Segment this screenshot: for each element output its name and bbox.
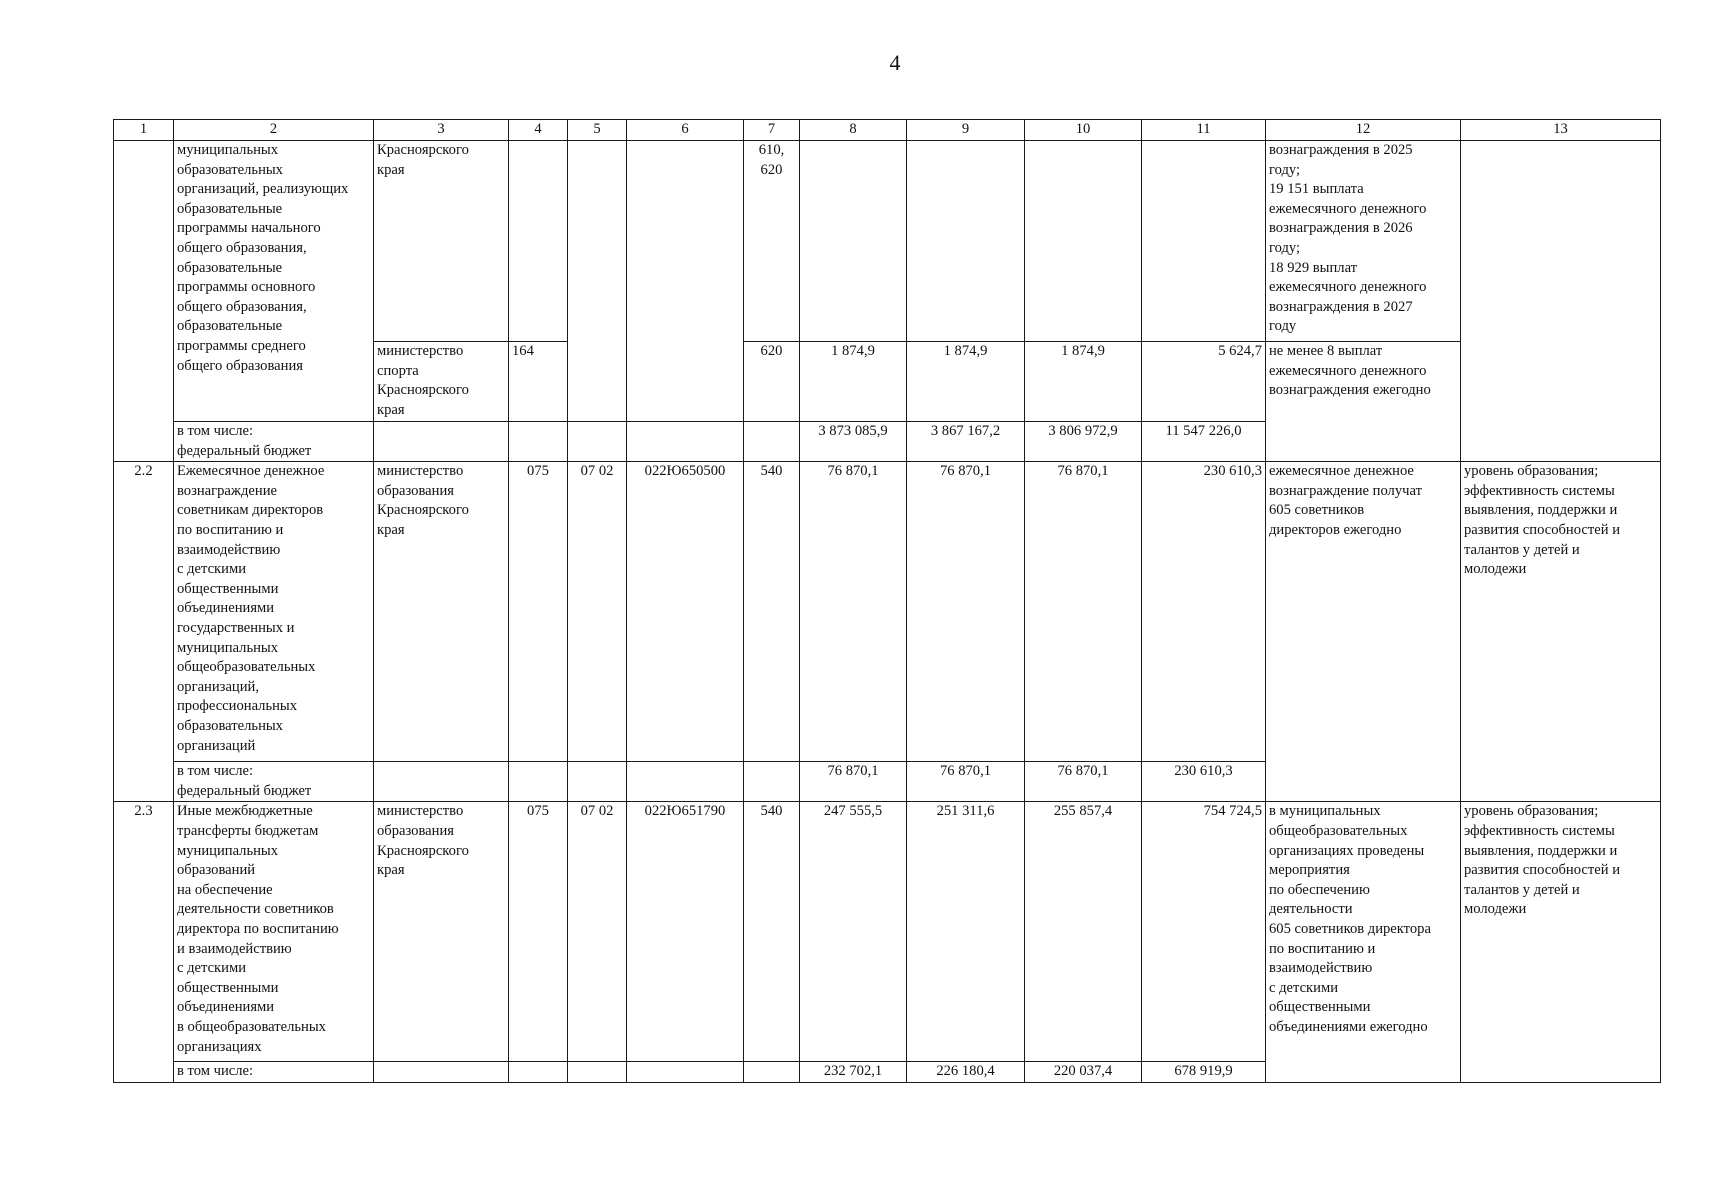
row-2-3-grbs: 075 — [509, 802, 568, 1062]
row-2-3-index: 2.3 — [114, 802, 174, 1083]
header-col-3: 3 — [374, 120, 509, 141]
row-2-2-sub-2025: 76 870,1 — [800, 762, 907, 802]
cont-c6 — [627, 141, 744, 422]
cont-sub-total: 11 547 226,0 — [1142, 422, 1266, 462]
header-col-13: 13 — [1461, 120, 1661, 141]
row-2-2-description: Ежемесячное денежное вознаграждение советникам директоров по воспитанию и взаимодействию с детскими общественными объединениями государственных и муниципальных общеобразовательных организаций, профессиональных образовательных организаций — [174, 462, 374, 762]
cont-c4a — [509, 141, 568, 342]
header-col-5: 5 — [568, 120, 627, 141]
row-2-2-target-code: 022Ю650500 — [627, 462, 744, 762]
row-2-2-subtotal-label: в том числе: федеральный бюджет — [174, 762, 374, 802]
row-2-2-sub-c7 — [744, 762, 800, 802]
row-2-2-sub-c3 — [374, 762, 509, 802]
row-2-2-2026: 76 870,1 — [907, 462, 1025, 762]
row-2-3-sub-total: 678 919,9 — [1142, 1062, 1266, 1083]
cont-c8a — [800, 141, 907, 342]
cont-sub-c3 — [374, 422, 509, 462]
cont-total-b: 5 624,7 — [1142, 342, 1266, 422]
table-row — [114, 462, 1661, 762]
row-2-2-2027: 76 870,1 — [1025, 462, 1142, 762]
cont-sub-c6 — [627, 422, 744, 462]
header-row — [114, 120, 1661, 141]
cont-c13 — [1461, 141, 1661, 462]
row-2-2-sub-c4 — [509, 762, 568, 802]
row-2-2-result: ежемесячное денежное вознаграждение получат 605 советников директоров ежегодно — [1266, 462, 1461, 802]
row-2-3-executor: министерство образования Красноярского края — [374, 802, 509, 1062]
header-col-1: 1 — [114, 120, 174, 141]
row-2-2-expense-type: 540 — [744, 462, 800, 762]
row-2-3-section: 07 02 — [568, 802, 627, 1062]
cont-result-b: не менее 8 выплат ежемесячного денежного вознаграждения ежегодно — [1266, 342, 1461, 462]
cont-c5 — [568, 141, 627, 422]
cont-expense-type-b: 620 — [744, 342, 800, 422]
row-2-2-sub-c5 — [568, 762, 627, 802]
row-2-3-subtotal-label: в том числе: — [174, 1062, 374, 1083]
header-col-7: 7 — [744, 120, 800, 141]
row-2-2-sub-2026: 76 870,1 — [907, 762, 1025, 802]
row-2-2-indicator: уровень образования; эффективность системы выявления, поддержки и развития способностей и талантов у детей и молодежи — [1461, 462, 1661, 802]
program-table — [113, 119, 1661, 1083]
header-col-2: 2 — [174, 120, 374, 141]
row-2-2-sub-c6 — [627, 762, 744, 802]
cont-expense-type-a: 610, 620 — [744, 141, 800, 342]
cont-sub-c4 — [509, 422, 568, 462]
header-col-9: 9 — [907, 120, 1025, 141]
row-2-2-2025: 76 870,1 — [800, 462, 907, 762]
cont-sub-2025: 3 873 085,9 — [800, 422, 907, 462]
cont-sub-c7 — [744, 422, 800, 462]
table-row — [114, 141, 1661, 342]
row-2-3-sub-2027: 220 037,4 — [1025, 1062, 1142, 1083]
cont-result-a: вознаграждения в 2025 году; 19 151 выплата ежемесячного денежного вознаграждения в 2026 году; 18 929 выплат ежемесячного денежного вознаграждения в 2027 году — [1266, 141, 1461, 342]
header-col-4: 4 — [509, 120, 568, 141]
header-col-11: 11 — [1142, 120, 1266, 141]
row-2-2-grbs: 075 — [509, 462, 568, 762]
row-2-3-description: Иные межбюджетные трансферты бюджетам муниципальных образований на обеспечение деятельности советников директора по воспитанию и взаимодействию с детскими общественными объединениями в общеобразовательных организациях — [174, 802, 374, 1062]
row-2-3-sub-c4 — [509, 1062, 568, 1083]
cont-sub-2027: 3 806 972,9 — [1025, 422, 1142, 462]
row-2-3-sub-c5 — [568, 1062, 627, 1083]
cont-executor-b: министерство спорта Красноярского края — [374, 342, 509, 422]
row-2-3-indicator: уровень образования; эффективность системы выявления, поддержки и развития способностей и талантов у детей и молодежи — [1461, 802, 1661, 1083]
page-number: 4 — [889, 50, 901, 75]
row-2-3-sub-2026: 226 180,4 — [907, 1062, 1025, 1083]
cont-sub-2026: 3 867 167,2 — [907, 422, 1025, 462]
cont-c11a — [1142, 141, 1266, 342]
cont-grbs-b: 164 — [509, 342, 568, 422]
row-2-2-section: 07 02 — [568, 462, 627, 762]
cont-c10a — [1025, 141, 1142, 342]
cont-2025-b: 1 874,9 — [800, 342, 907, 422]
header-col-8: 8 — [800, 120, 907, 141]
row-2-3-sub-c3 — [374, 1062, 509, 1083]
row-2-3-sub-c7 — [744, 1062, 800, 1083]
row-2-2-index: 2.2 — [114, 462, 174, 802]
row-2-2-executor: министерство образования Красноярского края — [374, 462, 509, 762]
row-2-3-2027: 255 857,4 — [1025, 802, 1142, 1062]
row-2-3-2025: 247 555,5 — [800, 802, 907, 1062]
cont-c9a — [907, 141, 1025, 342]
row-2-3-total: 754 724,5 — [1142, 802, 1266, 1062]
row-2-2-sub-total: 230 610,3 — [1142, 762, 1266, 802]
row-2-3-2026: 251 311,6 — [907, 802, 1025, 1062]
row-2-3-expense-type: 540 — [744, 802, 800, 1062]
header-col-12: 12 — [1266, 120, 1461, 141]
cont-executor-a: Красноярского края — [374, 141, 509, 342]
cont-description: муниципальных образовательных организаций, реализующих образовательные программы начального общего образования, образовательные программы основного общего образования, образовательные программы среднего общего образования — [174, 141, 374, 422]
cont-sub-c5 — [568, 422, 627, 462]
row-2-2-total: 230 610,3 — [1142, 462, 1266, 762]
cont-index-cell — [114, 141, 174, 462]
row-2-2-sub-2027: 76 870,1 — [1025, 762, 1142, 802]
cont-subtotal-label: в том числе: федеральный бюджет — [174, 422, 374, 462]
row-2-3-result: в муниципальных общеобразовательных организациях проведены мероприятия по обеспечению деятельности 605 советников директора по воспитанию и взаимодействию с детскими общественными объединениями ежегодно — [1266, 802, 1461, 1083]
table-row — [114, 802, 1661, 1062]
row-2-3-sub-2025: 232 702,1 — [800, 1062, 907, 1083]
row-2-3-target-code: 022Ю651790 — [627, 802, 744, 1062]
header-col-6: 6 — [627, 120, 744, 141]
cont-2026-b: 1 874,9 — [907, 342, 1025, 422]
header-col-10: 10 — [1025, 120, 1142, 141]
row-2-3-sub-c6 — [627, 1062, 744, 1083]
cont-2027-b: 1 874,9 — [1025, 342, 1142, 422]
